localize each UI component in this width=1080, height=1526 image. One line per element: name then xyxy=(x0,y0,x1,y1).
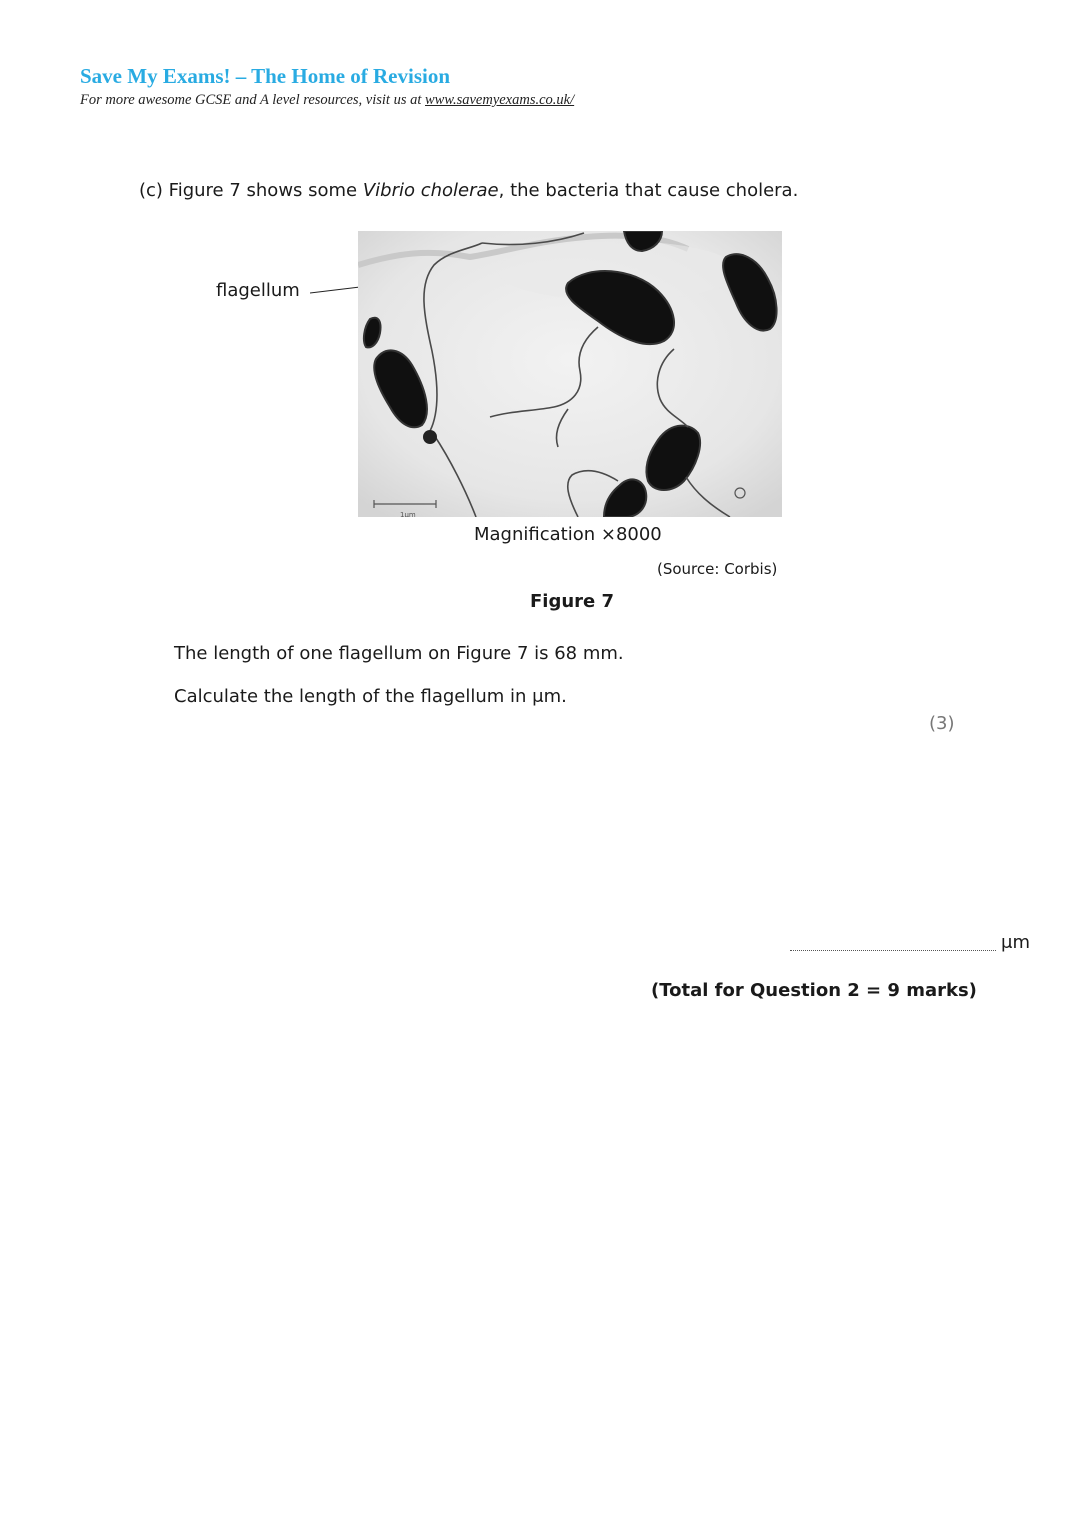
magnification-text: Magnification ×8000 xyxy=(474,524,662,545)
label-leader-line xyxy=(310,270,362,300)
brand-subtitle-text: For more awesome GCSE and A level resources, visit us at xyxy=(80,92,422,108)
source-credit: (Source: Corbis) xyxy=(657,560,778,578)
species-name: Vibrio cholerae xyxy=(362,180,499,201)
flagellum-label: flagellum xyxy=(216,280,300,301)
micrograph-figure xyxy=(358,231,782,517)
website-link[interactable]: www.savemyexams.co.uk/ xyxy=(425,92,575,108)
cell-body-small xyxy=(423,430,437,444)
question-prompt: Calculate the length of the flagellum in μm. xyxy=(174,686,567,707)
question-intro xyxy=(139,180,798,201)
answer-unit: μm xyxy=(1001,932,1030,953)
brand-subtitle xyxy=(80,92,574,109)
intro-suffix: , the bacteria that cause cholera. xyxy=(498,180,799,201)
scale-bar-label: 1μm xyxy=(400,511,416,517)
figure-caption: Figure 7 xyxy=(530,591,615,612)
brand-title: Save My Exams! – The Home of Revision xyxy=(80,64,451,88)
question-statement: The length of one flagellum on Figure 7 is 68 mm. xyxy=(174,643,624,664)
question-total: (Total for Question 2 = 9 marks) xyxy=(651,980,977,1001)
answer-line[interactable] xyxy=(790,950,996,951)
intro-prefix: (c) Figure 7 shows some xyxy=(139,180,363,201)
marks-allocation: (3) xyxy=(929,713,955,734)
